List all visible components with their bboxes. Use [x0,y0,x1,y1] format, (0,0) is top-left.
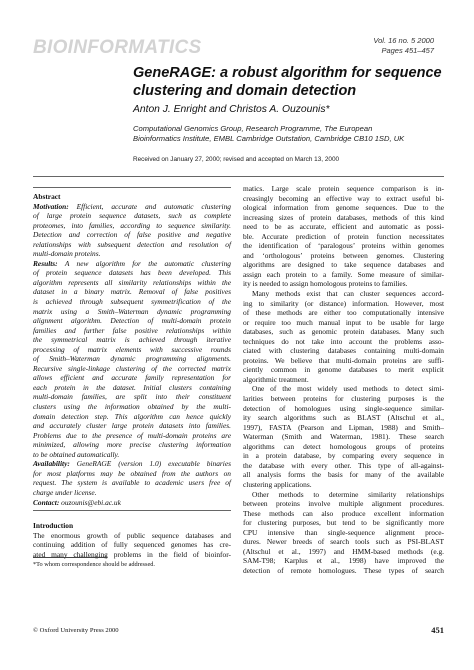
body-line: detection of remote homologues. These types of search [243,565,444,575]
footnote-divider [33,557,107,558]
abstract-line: processing of matrix elements with successive rounds [33,344,231,354]
body-line: ated many challenging problems in the field of bioinfor- [33,549,231,559]
abstract-line: multi-domain proteins. [33,249,101,259]
body-line: Other methods to determine similarity relationships [252,489,444,499]
body-line: assign each protein to a family. Some measure of similar- [243,269,444,279]
body-line: 1997), FASTA (Pearson and Lipman, 1988) and Smith– [243,422,444,432]
body-line: ity search algorithms such as BLAST (Altschul et al., [243,413,444,423]
abstract-line: minimized, allowing more precise clustering information [33,440,231,450]
abstract-line: relationships with subsequent detection and resolution of [33,239,231,249]
abstract-line: request. The system is available to academic users free of [33,478,231,488]
body-line: of these methods are either too computationally intensive [243,308,444,318]
motivation-label: Motivation: [33,201,69,211]
abstract-line: clusters using the information obtained by the multi- [33,402,231,412]
abstract-line: each protein in the dataset. Initial clusters containing [33,382,231,392]
abstract-line: alignment algorithm. Detection of multi-domain protein [33,316,231,326]
body-line: algorithms are designed to take sequence databases and [243,260,444,270]
body-line: databases, such as genomic protein databases. Many such [243,327,444,337]
title-line: GeneRAGE: a robust algorithm for sequence [133,65,442,81]
left-column [33,184,231,559]
body-line: techniques do not take into account the problems asso- [243,336,444,346]
body-line: ciently common in genome databases to merit explicit [243,365,444,375]
abstract-line: of Smith–Waterman dynamic programming alignments. [33,354,231,364]
abstract-line: is achieved through subsequent symmetrification of the [33,297,231,307]
abstract-line [33,259,231,269]
abstract-line: multi-domain families, are split into their constituent [33,392,231,402]
title-line: clustering and domain detection [133,83,357,99]
body-line: ble. Accurate prediction of protein function necessitates [243,231,444,241]
abstract-line [33,498,231,508]
abstract-line: families and further false positive relationships within [33,325,231,335]
results-label: Results: [33,258,58,268]
volume-number: Vol. 16 no. 5 2000 [373,36,434,45]
introduction-paragraph [33,531,231,560]
abstract-heading: Abstract [33,192,61,201]
body-paragraph [243,184,444,289]
affiliation-line: Computational Genomics Group, Research Programme, The European [133,124,373,133]
body-line: and ‘orthologous’ proteins between genomes. Clustering [243,250,444,260]
abstract-contact [33,498,231,508]
introduction-heading: Introduction [33,521,74,531]
body-line: CPU intensive than single-sequence alignment proce- [243,527,444,537]
page-range: Pages 451–457 [381,45,434,55]
body-line: clustering applications. [243,479,312,489]
body-line: all analysis forms the basis for many of the available [243,470,444,480]
body-paragraph [243,384,444,489]
abstract-motivation [33,202,231,259]
copyright-notice: © Oxford University Press 2000 [33,627,119,634]
body-line: proteins. We believe that multi-domain proteins are suffi- [243,355,444,365]
availability-label: Availability: [33,459,70,469]
abstract-line: Detection and correction of false positive and negative [33,230,231,240]
affiliation [133,124,453,144]
abstract-line: dataset in a binary matrix. Removal of false positives [33,287,231,297]
body-line: algorithmic treatment. [243,374,309,384]
body-line: need to be as accurate, efficient and automatic as possi- [243,222,444,232]
body-line: SAM-T98; Karplus et al., 1998) have improved the [243,556,444,566]
abstract-line: matrix using a Smith–Waterman dynamic programming [33,306,231,316]
body-line: or require too much manual input to be usable for large [243,317,444,327]
body-line: ing to similarity (or distance) information. However, most [243,298,444,308]
body-line: ciated with clustering databases containing multi-domain [243,346,444,356]
contact-label: Contact: [33,497,60,507]
body-paragraph [243,289,444,384]
abstract-availability [33,459,231,497]
abstract-text: A new algorithm for the automatic clustering [57,258,231,268]
volume-info [373,36,434,55]
journal-name: BIOINFORMATICS [33,37,202,58]
body-line: ity is needed to assign homologous proteins to families. [243,279,408,289]
abstract-results [33,259,231,459]
abstract-line: the symmetrical matrix is achieved through iterative [33,335,231,345]
contact-email: ouzounis@ebi.ac.uk [59,497,121,507]
body-line: (Altschul et al., 1997) and HMM-based methods (e.g. [243,546,444,556]
affiliation-line: Bioinformatics Institute, EMBL Cambridge Outstation, Cambridge CB10 1SD, UK [133,134,405,143]
abstract-line: to be obtained automatically. [33,449,120,459]
body-line: the database with every other. This type of all-against- [243,460,444,470]
abstract-line: Recursive single-linkage clustering of the corrected matrix [33,363,231,373]
body-line: Many methods exist that can cluster sequences accord- [252,289,444,299]
abstract-line: proteomes, into families, according to sequence similarity. [33,220,231,230]
correspondence-footnote: *To whom correspondence should be addressed. [33,561,155,568]
article-title [133,64,453,100]
right-column [243,184,444,575]
body-line: for clustering purposes, but tend to be significantly more [243,518,444,528]
body-line: algorithms can detect homologous groups of proteins [243,441,444,451]
body-line: continuing addition of fully sequenced genomes has cre- [33,540,231,550]
abstract-line: for most platforms may be obtained from the authors on [33,468,231,478]
article-authors: Anton J. Enright and Christos A. Ouzounis* [133,104,330,115]
body-line: Waterman (Smith and Waterman, 1981). These search [243,432,444,442]
body-line: between proteins involve multiple alignment procedures. [243,499,444,509]
body-line: These methods can also produce excellent information [243,508,444,518]
abstract-line: Problems due to the presence of multi-domain proteins are [33,430,231,440]
abstract-line [33,459,231,469]
body-line: matics. Large scale protein sequence comparison is in- [243,184,444,193]
body-line: the identification of ‘paralogous’ proteins within genomes [243,241,444,251]
header-divider [33,176,444,177]
abstract-line: charge under license. [33,487,97,497]
abstract-line [33,202,231,212]
received-dates: Received on January 27, 2000; revised and accepted on March 13, 2000 [133,156,340,163]
body-line: detection of homologues using single-sequence similar- [243,403,444,413]
body-line: in a protein database, by comparing every sequence in [243,451,444,461]
abstract-line: allows efficient and accurate family representation for [33,373,231,383]
body-line: ological information from genome sequences. Due to the [243,203,444,213]
body-line: The enormous growth of public sequence databases and [33,530,231,540]
abstract-text: GeneRAGE (version 1.0) executable binaries [69,459,231,469]
abstract-line: of large protein sequence datasets, such as complete [33,211,231,221]
body-line: One of the most widely used methods to detect simi- [252,384,444,394]
abstract-line: algorithm represents all similarity relationships within the [33,277,231,287]
abstract-line: and accurately cluster large protein datasets into families. [33,421,231,431]
page-number: 451 [431,625,444,635]
body-paragraph [243,490,444,576]
abstract-line: domain detection step. This algorithm can hence quickly [33,411,231,421]
abstract-divider [33,187,231,188]
body-line: larities between proteins for clustering purposes is the [243,394,444,404]
abstract-line: of protein sequence datasets has been developed. This [33,268,231,278]
abstract-text: Efficient, accurate and automatic clustering [68,201,231,211]
body-line: dures. Newer breeds of search tools such as PSI-BLAST [243,537,444,547]
abstract-end-divider [33,510,231,511]
body-line: increasing sizes of protein databases, methods of this kind [243,212,444,222]
body-line: creasingly becoming an effective way to extract useful bi- [243,193,444,203]
